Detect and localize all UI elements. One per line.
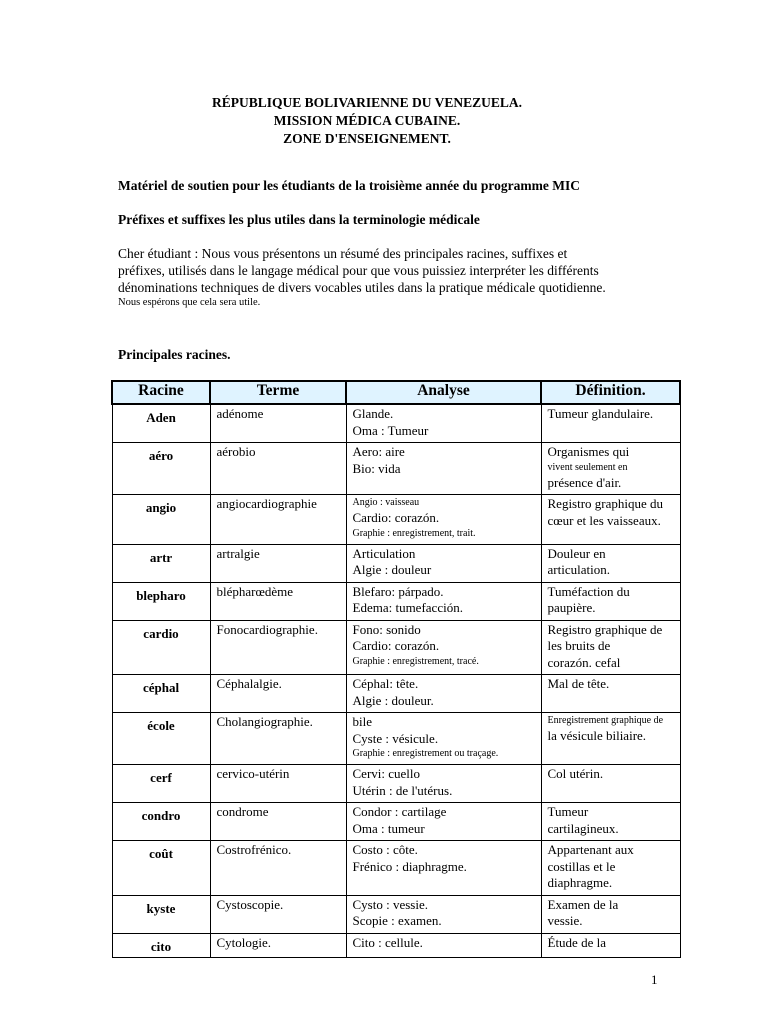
definition-line: Tumeur glandulaire.: [547, 406, 654, 421]
table-row: [112, 713, 680, 765]
table-row: [112, 895, 680, 933]
cell-terme: blépharœdème: [210, 582, 346, 620]
table-row: [112, 933, 680, 958]
cell-analyse: [346, 675, 541, 713]
cell-analyse: [346, 404, 541, 443]
cell-definition: [541, 675, 680, 713]
cell-definition: [541, 582, 680, 620]
cell-racine: école: [112, 713, 210, 765]
cell-analyse: [346, 803, 541, 841]
definition-line: les bruits de: [547, 638, 611, 653]
header-line-1: RÉPUBLIQUE BOLIVARIENNE DU VENEZUELA.: [211, 95, 523, 110]
analyse-line: Bio: vida: [352, 460, 401, 476]
analyse-line: Algie : douleur.: [352, 692, 434, 708]
analyse-line: Glande.: [352, 406, 394, 421]
definition-line: costillas et le: [547, 858, 616, 874]
cell-analyse: [346, 713, 541, 765]
table-row: [112, 443, 680, 495]
definition-line: vessie.: [547, 913, 583, 928]
cell-terme: Cystoscopie.: [210, 895, 346, 933]
table-row: [112, 675, 680, 713]
cell-definition: [541, 404, 680, 443]
cell-definition: [541, 443, 680, 495]
analyse-line: Algie : douleur: [352, 562, 432, 577]
analyse-line: Scopie : examen.: [352, 913, 442, 928]
cell-racine: Aden: [112, 404, 210, 443]
analyse-line: Oma : Tumeur: [352, 422, 429, 438]
analyse-line: Graphie : enregistrement, tracé.: [352, 655, 479, 667]
subtitle-material: Matériel de soutien pour les étudiants de la troisième année du programme MIC: [118, 178, 580, 193]
definition-line: Enregistrement graphique de: [547, 715, 664, 726]
definition-line: vivent seulement en: [547, 461, 628, 473]
column-header-terme: Terme: [210, 381, 346, 404]
cell-definition: [541, 841, 680, 896]
cell-racine: cito: [112, 933, 210, 958]
table-row: [112, 495, 680, 545]
analyse-line: Cardio: corazón.: [352, 510, 440, 525]
cell-terme: angiocardiographie: [210, 495, 346, 545]
analyse-line: Céphal: tête.: [352, 676, 419, 691]
analyse-line: Fono: sonido: [352, 621, 421, 637]
definition-line: paupière.: [547, 600, 596, 615]
cell-terme: Cholangiographie.: [210, 713, 346, 765]
cell-racine: cardio: [112, 620, 210, 675]
analyse-line: Graphie : enregistrement, trait.: [352, 527, 476, 539]
analyse-line: Articulation: [352, 545, 416, 561]
definition-line: Registro graphique du: [547, 496, 664, 511]
cell-definition: [541, 933, 680, 958]
analyse-line: Condor : cartilage: [352, 804, 447, 819]
analyse-line: Costo : côte.: [352, 842, 418, 857]
definition-line: la vésicule biliaire.: [547, 728, 647, 743]
table-row: [112, 544, 680, 582]
cell-racine: artr: [112, 544, 210, 582]
cell-analyse: [346, 841, 541, 896]
column-header-racine: Racine: [112, 381, 210, 404]
intro-paragraph: [118, 245, 678, 310]
table-row: [112, 765, 680, 803]
cell-terme: Céphalalgie.: [210, 675, 346, 713]
cell-analyse: [346, 582, 541, 620]
cell-analyse: [346, 495, 541, 545]
page-number: 1: [651, 972, 658, 987]
cell-racine: cerf: [112, 765, 210, 803]
table-row: [112, 620, 680, 675]
analyse-line: bile: [352, 714, 372, 729]
intro-line-3: dénominations techniques de divers vocables utiles dans la pratique médicale quotidienne.: [118, 280, 606, 295]
analyse-line: Aero: aire: [352, 444, 405, 459]
cell-terme: Cytologie.: [210, 933, 346, 958]
subtitle-prefixes: Préfixes et suffixes les plus utiles dans la terminologie médicale: [118, 212, 480, 227]
section-title: Principales racines.: [118, 347, 231, 362]
analyse-line: Cardio: corazón.: [352, 638, 440, 653]
table-row: [112, 803, 680, 841]
cell-definition: [541, 544, 680, 582]
cell-terme: aérobio: [210, 443, 346, 495]
definition-line: Col utérin.: [547, 766, 604, 781]
cell-racine: angio: [112, 495, 210, 545]
definition-line: diaphragme.: [547, 875, 613, 890]
intro-line-1: Cher étudiant : Nous vous présentons un résumé des principales racines, suffixes et: [118, 246, 568, 261]
cell-analyse: [346, 620, 541, 675]
table-row: [112, 404, 680, 443]
definition-line: Registro graphique de: [547, 621, 663, 637]
cell-racine: coût: [112, 841, 210, 896]
cell-definition: [541, 495, 680, 545]
definition-line: articulation.: [547, 562, 610, 577]
definition-line: Appartenant aux: [547, 842, 634, 857]
cell-definition: [541, 713, 680, 765]
analyse-line: Oma : tumeur: [352, 820, 425, 836]
definition-line: Mal de tête.: [547, 676, 610, 691]
analyse-line: Cito : cellule.: [352, 934, 423, 950]
cell-terme: cervico-utérin: [210, 765, 346, 803]
cell-racine: aéro: [112, 443, 210, 495]
analyse-line: Utérin : de l'utérus.: [352, 782, 453, 798]
cell-racine: condro: [112, 803, 210, 841]
cell-terme: Fonocardiographie.: [210, 620, 346, 675]
definition-line: cœur et les vaisseaux.: [547, 512, 661, 528]
table-row: [112, 582, 680, 620]
definition-line: Douleur en: [547, 545, 606, 561]
roots-table: [111, 380, 681, 958]
cell-analyse: [346, 933, 541, 958]
cell-racine: blepharo: [112, 582, 210, 620]
intro-line-4: Nous espérons que cela sera utile.: [118, 297, 261, 308]
definition-line: cartilagineux.: [547, 820, 619, 836]
analyse-line: Cysto : vessie.: [352, 896, 428, 912]
definition-line: Tuméfaction du: [547, 583, 630, 599]
cell-terme: Costrofrénico.: [210, 841, 346, 896]
cell-analyse: [346, 895, 541, 933]
cell-analyse: [346, 443, 541, 495]
cell-racine: kyste: [112, 895, 210, 933]
intro-line-2: préfixes, utilisés dans le langage médical pour que vous puissiez interpréter les différents: [118, 263, 599, 278]
analyse-line: Cyste : vésicule.: [352, 730, 439, 746]
cell-terme: adénome: [210, 404, 346, 443]
cell-terme: condrome: [210, 803, 346, 841]
definition-line: Tumeur: [547, 804, 589, 819]
column-header-definition: Définition.: [541, 381, 680, 404]
document-header: [0, 94, 734, 148]
definition-line: Organismes qui: [547, 444, 630, 459]
analyse-line: Graphie : enregistrement ou traçage.: [352, 748, 499, 759]
definition-line: présence d'air.: [547, 474, 622, 490]
definition-line: Étude de la: [547, 934, 606, 950]
analyse-line: Cervi: cuello: [352, 766, 421, 781]
table-row: [112, 841, 680, 896]
table-header-row: [112, 381, 680, 404]
cell-definition: [541, 765, 680, 803]
analyse-line: Angio : vaisseau: [352, 497, 420, 508]
definition-line: Examen de la: [547, 896, 619, 912]
definition-line: corazón. cefal: [547, 654, 621, 670]
column-header-analyse: Analyse: [346, 381, 541, 404]
cell-analyse: [346, 544, 541, 582]
cell-racine: céphal: [112, 675, 210, 713]
cell-terme: artralgie: [210, 544, 346, 582]
analyse-line: Frénico : diaphragme.: [352, 858, 467, 874]
analyse-line: Blefaro: párpado.: [352, 583, 444, 599]
cell-definition: [541, 803, 680, 841]
cell-definition: [541, 895, 680, 933]
header-line-2: MISSION MÉDICA CUBAINE.: [273, 113, 461, 128]
analyse-line: Edema: tumefacción.: [352, 600, 463, 615]
cell-definition: [541, 620, 680, 675]
cell-analyse: [346, 765, 541, 803]
header-line-3: ZONE D'ENSEIGNEMENT.: [283, 131, 451, 146]
